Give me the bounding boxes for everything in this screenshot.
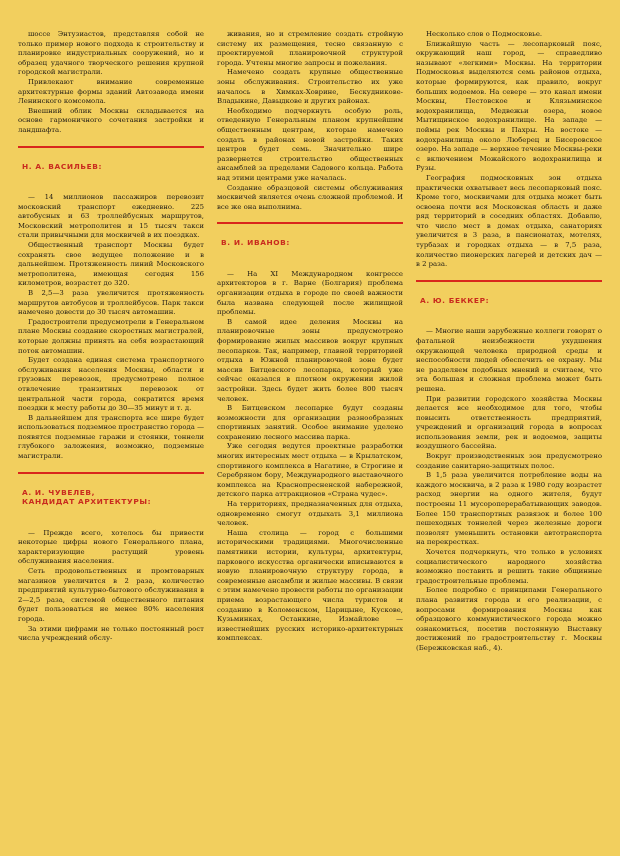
paragraph: Несколько слов о Подмосковье. [426,30,543,38]
column-right [416,30,602,832]
paragraph: При развитии городского хозяйства Москвы делается все необходимое для того, чтобы повысить ответственность предприятий, учреждений и организаций города в вопросах использования земли, рек и водоемов, защиты воздушного бассейна. [416,394,602,451]
paragraph: Создание образцовой системы обслуживания москвичей является очень сложной проблемой. И все же она выполнима. [217,183,403,211]
author-heading [22,488,204,507]
column-middle [217,30,403,832]
author-name: А. Ю. БЕККЕР: [420,295,490,305]
paragraph: Вокруг производственных зон предусмотрено создание санитарно-защитных полос. [416,452,602,470]
author-heading [221,238,403,248]
paragraph: Намечено создать крупные общественные зоны обслуживания. Строительство их уже началось в Химках-Ховрине, Бескудникове-Владыкине, Давыдкове и других районах. [217,68,403,106]
paragraph: Более подробно с принципами Генерального плана развития города и его реализации, с вопросами формирования Москвы как образцового коммунистического города можно ознакомиться, посетив постоянную Выставку достижений по градостроительству г. Москвы (Бережковская наб., 4). [416,586,602,652]
section-divider [217,222,403,224]
author-heading [420,296,602,306]
author-name: А. И. ЧУВЕЛЕВ, [22,487,96,497]
paragraph: В самой идее деления Москвы на планировочные зоны предусмотрено формирование жилых массивов вокруг крупных лесопарков. Так, например, главной территорией отдыха в Южной планировочной зоне будет массив Битцевского лесопарка, который уже сейчас оказался в плотном окружении жилой застройки. Здесь будет жить более 800 тысяч человек. [217,317,403,403]
paragraph: Ближайшую часть — лесопарковый пояс, окружающий наш город, — справедливо называют «легкими» Москвы. На территории Подмосковья выделяются семь районов отдыха, которые формируются, как правило, вокруг больших водоемов. На севере — это канал имени Москвы, Пестовское и Клязьминское водохранилища, Медвежьи озера, новое Мытищинское водохранилище. На западе — поймы рек Москвы и Пахры. На востоке — водохранилища около Люберец и Бисеровское озеро. На западе — верхнее течение Москвы-реки с включением Можайского водохранилища и Рузы. [416,39,602,173]
column-left [18,30,204,832]
paragraph: Наша столица — город с большими историческими традициями. Многочисленные памятники истории, культуры, архитектуры, паркового искусства органически вписываются в новую планировочную структуру города, в современные ансамбли и жилые массивы. В связи с этим намечено провести работы по организации приема возрастающего числа туристов и созданию в Коломенском, Царицыне, Кускове, Кузьминках, Останкине, Измайлове — известнейших русских историко-архитектурных комплексах. [217,528,403,643]
paragraph: Необходимо подчеркнуть особую роль, отведенную Генеральным планом крупнейшим общественным центрам, которые намечено создать в районах новой застройки. Таких центров будет семь. Значительно шире развернется строительство общественных ансамблей за пределами Садового кольца. Работа над этими центрами уже началась. [217,106,403,182]
paragraph: Привлекают внимание современные архитектурные формы зданий Автозавода имени Ленинского комсомола. [18,77,204,106]
section-divider [416,280,602,282]
paragraph: Уже сегодня ведутся проектные разработки многих интересных мест отдыха — в Крылатском, спортивного комплекса в Нагатине, в Строгине и Серебряном бору, Международного выставочного комплекса на Краснопресненской набережной, детского парка аттракционов «Страна чудес». [217,442,403,499]
paragraph: В дальнейшем для транспорта все шире будет использоваться подземное пространство города — появятся подземные гаражи и стоянки, тоннели глубокого заложения, возможно, подземные магистрали. [18,413,204,461]
paragraph: География подмосковных зон отдыха практически охватывает весь лесопарковый пояс. Кроме того, москвичами для отдыха может быть освоена почти вся Московская область и даже ряд территорий в соседних областях. Добавлю, что число мест в домах отдыха, санаториях увеличится в 3 раза, в пансионатах, мотелях, турбазах и городках отдыха — в 7,5 раза, количество пионерских лагерей и детских дач — в 2 раза. [416,173,602,269]
paragraph: — На XI Международном конгрессе архитекторов в г. Варне (Болгария) проблема организации отдыха в городе по своей важности была названа следующей после жилищной проблемы. [217,269,403,317]
paragraph: Общественный транспорт Москвы будет сохранять свое ведущее положение и в дальнейшем. Протяженность линий Московского метрополитена, имеющая сегодня 156 километров, возрастет до 320. [18,241,204,288]
paragraph: — 14 миллионов пассажиров перевозит московский транспорт ежедневно. 225 автобусных и 63 троллейбусных маршрутов, Московский метрополитен и 15 тысяч такси стали привычными для москвичей в их поездках. [18,193,204,240]
paragraph: В 1,5 раза увеличится потребление воды на каждого москвича, в 2 раза к 1980 году возрастет расход энергии на одного жителя, будут построены 11 мусороперерабатывающих заводов. Более 150 транспортных развязок и более 100 пешеходных тоннелей через железные дороги позволят уменьшить остановки автотранспорта на перекрестках. [416,471,602,547]
paragraph: — Прежде всего, хотелось бы привести некоторые цифры нового Генерального плана, характеризующие растущий уровень обслуживания населения. [18,528,204,566]
paragraph: Внешний облик Москвы складывается на основе гармоничного сочетания застройки и ландшафта. [18,106,204,134]
paragraph: живания, но и стремление создать стройную систему их размещения, тесно связанную с проектируемой планировочной структурой города. Учтены многие запросы и пожелания. [217,30,403,67]
paragraph: За этими цифрами не только постоянный рост числа учреждений обслу- [18,624,204,643]
paragraph: шоссе Энтузиастов, представляя собой не только пример нового подхода к строительству и планировке индустриальных сооружений, но и образец удачного творческого решения крупной городской магистрали. [18,30,204,77]
author-name: Н. А. ВАСИЛЬЕВ: [22,161,103,171]
author-name: В. И. ИВАНОВ: [221,238,290,248]
author-heading [22,162,204,172]
paragraph: Будет создана единая система транспортного обслуживания населения Москвы, области и грузовых перевозок, предусмотрено полное отвлечение транзитных перевозок от центральной части города, сократится время поездки к месту работы до 30—35 минут и т. д. [18,356,204,413]
paragraph: Градостроители предусмотрели в Генеральном плане Москвы создание скоростных магистралей, которые должны принять на себя возрастающий поток автомашин. [18,317,204,355]
paragraph: В Битцевском лесопарке будут созданы возможности для организации разнообразных спортивных занятий. Особое внимание уделено сохранению лесного массива парка. [217,404,403,441]
paragraph: Хочется подчеркнуть, что только в условиях социалистического народного хозяйства возможно поставить и решить такие общинные градостроительные проблемы. [416,548,602,585]
paragraph: Сеть продовольственных и промтоварных магазинов увеличится в 2 раза, количество предприятий культурно-бытового обслуживания в 2—2,5 раза, системой общественного питания будет пользоваться не менее 80% населения города. [18,567,204,623]
paragraph: — Многие наши зарубежные коллеги говорят о фатальной неизбежности ухудшения окружающей человека природной среды и неспособности людей обеспечить ее охрану. Мы не разделяем подобных мнений и считаем, что эта большая и сложная проблема может быть решена. [416,327,602,393]
section-divider [18,146,204,148]
paragraph: На территориях, предназначенных для отдыха, одновременно смогут отдыхать 3,1 миллиона человек. [217,500,403,528]
author-role: КАНДИДАТ АРХИТЕКТУРЫ: [22,497,152,507]
paragraph: В 2,5—3 раза увеличится протяженность маршрутов автобусов и троллейбусов. Парк такси намечено довести до 30 тысяч автомашин. [18,288,204,317]
section-divider [18,472,204,474]
